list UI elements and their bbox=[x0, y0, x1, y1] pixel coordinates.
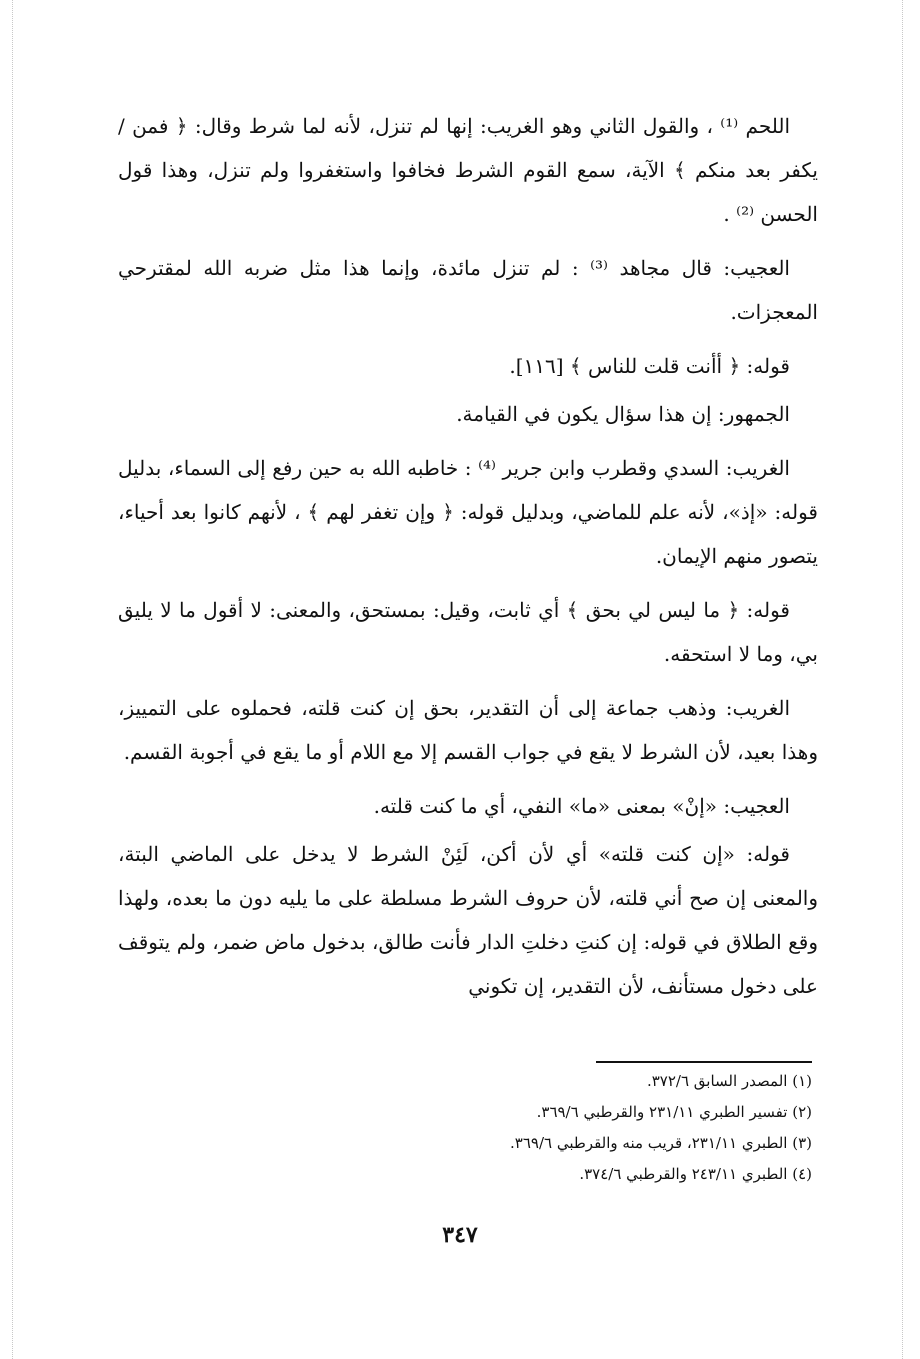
footnote-2: (٢) تفسير الطبري ٢٣١/١١ والقرطبي ٣٦٩/٦. bbox=[536, 1103, 812, 1121]
page-number: ٣٤٧ bbox=[442, 1222, 478, 1248]
footnote-1: (١) المصدر السابق ٣٧٢/٦. bbox=[646, 1072, 812, 1090]
footnote-3: (٣) الطبري ٢٣١/١١، قريب منه والقرطبي ٣٦٩/٦. bbox=[510, 1134, 812, 1152]
footnote-separator bbox=[596, 1061, 812, 1063]
paragraph-5: الغريب: السدي وقطرب وابن جرير ⁽⁴⁾ : خاطبه الله به حين رفع إلى السماء، بدليل قوله: «إذ»، لأنه علم للماضي، وبدليل قوله: ﴿ وإن تغفر لهم ﴾ ، لأنهم كانوا بعد أحياء، يتصور منهم الإيمان. bbox=[118, 456, 818, 568]
footnotes bbox=[300, 1066, 812, 1190]
paragraph-4: الجمهور: إن هذا سؤال يكون في القيامة. bbox=[456, 402, 790, 426]
footnote-4: (٤) الطبري ٢٤٣/١١ والقرطبي ٣٧٤/٦. bbox=[579, 1165, 812, 1183]
paragraph-3: قوله: ﴿ أأنت قلت للناس ﴾ [١١٦]. bbox=[509, 354, 790, 378]
paragraph-1: اللحم ⁽¹⁾ ، والقول الثاني وهو الغريب: إنها لم تنزل، لأنه لما شرط وقال: ﴿ فمن / يكفر بعد منكم ﴾ الآية، سمع القوم الشرط فخافوا واستغفروا ولم تنزل، وهذا قول الحسن ⁽²⁾ . bbox=[118, 114, 818, 226]
paragraph-7: الغريب: وذهب جماعة إلى أن التقدير، بحق إن كنت قلته، فحملوه على التمييز، وهذا بعيد، لأن الشرط لا يقع في جواب القسم إلا مع اللام أو ما يقع في أجوبة القسم. bbox=[118, 696, 818, 764]
scan-fold-line-right bbox=[902, 0, 903, 1359]
scan-fold-line-left bbox=[12, 0, 13, 1359]
paragraph-9: قوله: «إن كنت قلته» أي لأن أكن، لَئِنْ الشرط لا يدخل على الماضي البتة، والمعنى إن صح أني قلته، لأن حروف الشرط مسلطة على ما يليه دون ما بعده، ولهذا وقع الطلاق في قوله: إن كنتِ دخلتِ الدار فأنت طالق، بدخول ماض ضمر، ولم يتوقف على دخول مستأنف، لأن التقدير، إن تكوني bbox=[118, 842, 818, 998]
paragraph-8: العجيب: «إنْ» بمعنى «ما» النفي، أي ما كنت قلته. bbox=[373, 794, 790, 818]
paragraph-2: العجيب: قال مجاهد ⁽³⁾ : لم تنزل مائدة، وإنما هذا مثل ضربه الله لمقترحي المعجزات. bbox=[118, 256, 818, 324]
paragraph-6: قوله: ﴿ ما ليس لي بحق ﴾ أي ثابت، وقيل: بمستحق، والمعنى: لا أقول ما لا يليق بي، وما لا استحقه. bbox=[118, 598, 818, 666]
main-text bbox=[118, 104, 818, 1018]
